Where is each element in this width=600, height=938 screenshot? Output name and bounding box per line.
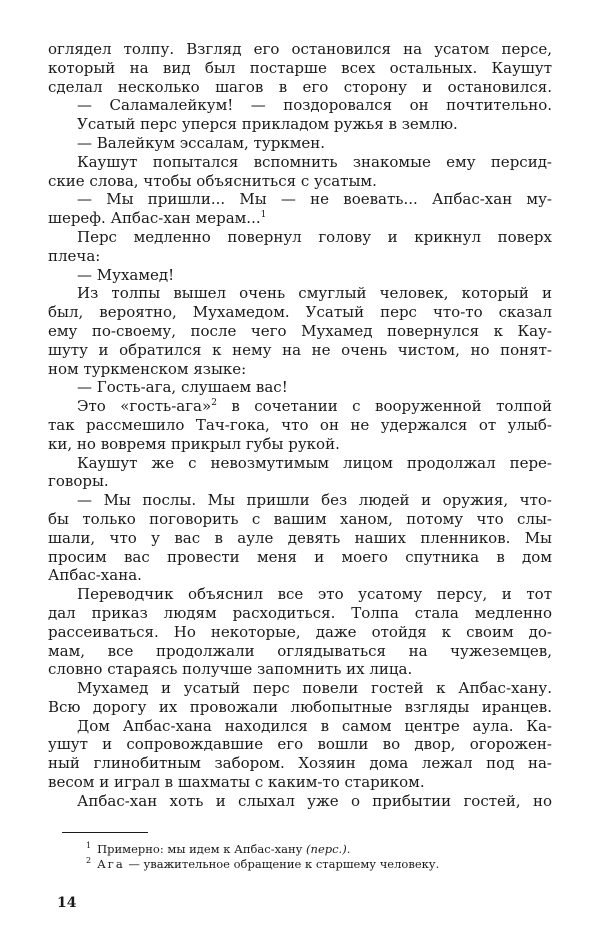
footnote-1 [86, 842, 556, 857]
text-line: Мухамед и усатый перс повели гостей к Апбас-хану. [77, 679, 552, 698]
text-line: шали, что у вас в ауле девять наших пленников. Мы [48, 528, 552, 547]
text-line: шуту и обратился к нему на не очень чистом, но понят- [48, 340, 552, 359]
text-line: был, вероятно, Мухамедом. Усатый перс что-то сказал [48, 303, 552, 322]
text-line: Переводчик объяснил все это усатому персу, и тот [77, 585, 552, 604]
footnote-ref-2: 2 [211, 398, 217, 409]
text-line: Апбас-хан хоть и слыхал уже о прибытии гостей, но [77, 791, 552, 810]
footnote-text: Примерно: мы идем к Апбас-хану [97, 842, 303, 856]
body-text [48, 40, 552, 811]
text-line: ему по-своему, после чего Мухамед повернулся к Кау- [48, 321, 552, 340]
text-line [48, 397, 552, 416]
text-line: бы только поговорить с вашим ханом, потому что слы- [48, 509, 552, 528]
text-line: — Валейкум эссалам, туркмен. [77, 133, 326, 152]
text-line [48, 209, 552, 228]
text-line: оглядел толпу. Взгляд его остановился на усатом персе, [48, 40, 552, 58]
footnote-term: Ага [97, 857, 125, 871]
text-line: говоры. [48, 472, 109, 491]
text-line: Каушут же с невозмутимым лицом продолжал пере- [77, 453, 552, 472]
footnote-language-note: (перс.). [306, 842, 351, 856]
footnote-mark: 2 [86, 856, 92, 866]
text-line-content: в сочетании с вооруженной толпой [216, 397, 552, 416]
text-line: ный глинобитным забором. Хозяин дома лежал под на- [48, 754, 552, 773]
text-line: Перс медленно повернул голову и крикнул поверх [77, 227, 552, 246]
text-line: — Саламалейкум! — поздоровался он почтительно. [77, 96, 552, 115]
text-line: который на вид был постарше всех остальных. Каушут [48, 58, 552, 77]
text-line: рассеиваться. Но некоторые, даже отойдя к своим до- [48, 622, 552, 641]
footnotes [86, 842, 556, 872]
text-line-content: шереф. Апбас-хан мерам... [48, 209, 261, 228]
text-line: — Гость-ага, слушаем вас! [77, 378, 288, 397]
text-line: Дом Апбас-хана находился в самом центре аула. Ка- [77, 716, 552, 735]
text-line: — Мы пришли... Мы — не воевать... Апбас-хан му- [77, 190, 552, 209]
footnote-text: — уважительное обращение к старшему человеку. [128, 857, 440, 871]
text-line: Всю дорогу их провожали любопытные взгляды иранцев. [48, 697, 552, 716]
text-line: ушут и сопровождавшие его вошли во двор, огорожен- [48, 735, 552, 754]
text-line: так рассмешило Тач-гока, что он не удержался от улыб- [48, 415, 552, 434]
footnote-mark: 1 [86, 841, 92, 851]
text-line: ки, но вовремя прикрыл губы рукой. [48, 434, 340, 453]
text-line: Апбас-хана. [48, 566, 142, 585]
text-line: — Мы послы. Мы пришли без людей и оружия, что- [77, 491, 552, 510]
footnote-ref-1: 1 [260, 210, 267, 221]
text-line: мам, все продолжали оглядываться на чужеземцев, [48, 641, 552, 660]
text-line: весом и играл в шахматы с каким-то стариком. [48, 773, 425, 792]
text-line: ном туркменском языке: [48, 359, 247, 378]
text-line: Из толпы вышел очень смуглый человек, который и [77, 284, 552, 303]
text-line: просим вас провести меня и моего спутника в дом [48, 547, 552, 566]
text-line-content: Это «гость-ага» [77, 397, 212, 416]
text-line: дал приказ людям расходиться. Толпа стала медленно [48, 603, 552, 622]
page-number: 14 [57, 895, 77, 911]
footnote-divider [62, 832, 148, 833]
text-line: Каушут попытался вспомнить знакомые ему персид- [77, 152, 552, 171]
text-line: словно стараясь получше запомнить их лица. [48, 660, 413, 679]
text-line: плеча: [48, 246, 101, 265]
text-line: Усатый перс уперся прикладом ружья в землю. [77, 115, 458, 134]
text-line: сделал несколько шагов в его сторону и остановился. [48, 77, 552, 96]
text-line: — Мухамед! [77, 265, 175, 284]
footnote-2 [86, 857, 556, 872]
text-line: ские слова, чтобы объясниться с усатым. [48, 171, 377, 190]
